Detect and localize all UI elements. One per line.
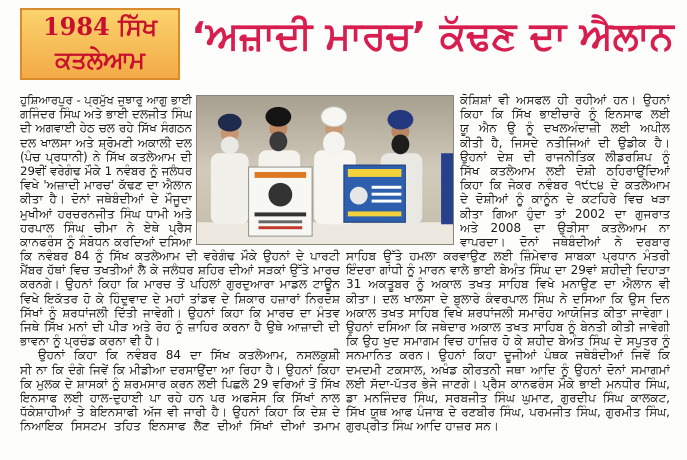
article-text-line: ਵਾਪਰਦਾ। ਦੋਨਾਂ ਜਥੇਬੰਦੀਆਂ ਨੇ ਦਰਬਾਰ (460, 234, 670, 249)
article-text-line: ਉਹਨਾਂ ਦਸਿਆ ਕਿ ਜਥੇਦਾਰ ਅਕਾਲ ਤਖਤ ਸਾਹਿਬ ਨੂੰ ਬੇਨਤੀ ਕੀਤੀ ਜਾਵੇਗੀ (346, 319, 670, 334)
article-text-line: ਇਨਸਾਫ ਲਈ ਹਾਲ-ਦੁਹਾਈ ਪਾ ਰਹੇ ਹਨ ਪਰ ਅਫਸੋਸ ਕਿ ਸਿੱਖਾਂ ਨਾਲ (20, 390, 340, 405)
article-text-line: ਗੁਰਪ੍ਰੀਤ ਸਿੰਘ ਆਦਿ ਹਾਜ਼ਰ ਸਨ। (346, 419, 499, 434)
article-text-line: ਕਿਹਾ ਕਿ ਜੇਕਰ ਨਵੰਬਰ ੧੯੮੪ ਦੇ ਕਤਲੇਆਮ (460, 178, 670, 193)
article-text-line: ਹੁਸ਼ਿਆਰਪੁਰ - ਪ੍ਰਮੁੱਖ ਜੁਝਾਰੂ ਆਗੂ ਭਾਈ (20, 93, 192, 107)
poster-left-text-bar (259, 226, 303, 229)
article-right-column-top (460, 93, 670, 249)
article-text-line: ਕੀਤੀ ਹੈ, ਜਿਸਦੇ ਨਤੀਜਿਆਂ ਦੀ ਉਡੀਕ ਹੈ। (460, 135, 670, 150)
poster-right-text-bar (372, 200, 402, 203)
person-5-partial (441, 153, 453, 224)
article-text-line: ਮੈਂਬਰ ਹੱਥਾਂ ਵਿਚ ਤਖਤੀਆਂ ਲੈ ਕੇ ਜਲੰਧਰ ਸ਼ਹਿਰ ਦੀਆਂ ਸੜਕਾਂ ਉੱਤੇ ਮਾਰਚ (20, 263, 340, 278)
article-text-line: ਯੂ ਐਨ ਉ ਨੂੰ ਦਖਲਅੰਦਾਜ਼ੀ ਲਈ ਅਪੀਲ (460, 121, 670, 136)
article-text-line: 29ਵੀਂ ਵਰੇਗੰਢ ਮੌਕੇ 1 ਨਵੰਬਰ ਨੂੰ ਜਲੰਧਰ (20, 163, 192, 178)
person-2-beard (269, 132, 287, 152)
article-text-line: ਅਤੇ 2008 ਦਾ ਉੜੀਸਾ ਕਤਲੇਆਮ ਨਾ (460, 220, 670, 235)
person-3-beard (323, 132, 345, 156)
article-text-line: ਸਿੱਖਾਂ ਨੂੰ ਸ਼ਰਧਾਂਜਲੀ ਦਿੱਤੀ ਜਾਵੇਗੀ। ਉਹਨਾਂ ਕਿਹਾ ਕਿ ਮਾਰਚ ਦਾ ਮੰਤਵ (20, 305, 340, 320)
article-text-line: ਮੁਖੀਆਂ ਹਰਚਰਨਜੀਤ ਸਿੰਘ ਧਾਮੀ ਅਤੇ (20, 206, 192, 221)
person-3-turban (321, 107, 347, 127)
article-text-line: ਕੀਤਾ ਹੈ। ਦੋਨਾਂ ਜਥੇਬੰਦੀਆਂ ਦੇ ਮੌਜੂਦਾ (20, 192, 192, 207)
article-text-line: ਅਕਾਲ ਤਖਤ ਸਾਹਿਬ ਵਿਖੇ ਸ਼ਰਧਾਂਜਲੀ ਸਮਾਰੋਹ ਆਯੋਜਿਤ ਕੀਤਾ ਜਾਵੇਗਾ। (346, 305, 670, 320)
article-text-line: ਸਿੱਖ ਕਤਲੇਆਮ ਲਈ ਦੋਸ਼ੀ ਠਹਿਰਾਉਂਦਿਆਂ (460, 163, 670, 178)
poster-right-text-bar (372, 186, 402, 189)
article-text-line: ਡਾ ਮਨਜਿੰਦਰ ਸਿੰਘ, ਸਰਬਜੀਤ ਸਿੰਘ ਘੁਮਾਣ, ਗੁਰਦੀਪ ਸਿੰਘ ਕਾਲਕਟ, (346, 390, 670, 405)
person-1-turban (218, 114, 242, 132)
person-2-turban (265, 107, 291, 127)
press-conference-photo-image (197, 96, 453, 244)
person-4-beard (391, 134, 409, 154)
article-text-line: ਵਿਖੇ ਇਕੱਤਰ ਹੋ ਕੇ ਹਿੰਦੂਵਾਦ ਦੇ ਮਹਾਂ ਤਾਂਡਵ ਦੇ ਸ਼ਿਕਾਰ ਹਜ਼ਾਰਾਂ ਨਿਰਦੋਸ਼ (20, 291, 340, 306)
article-text-line: (ਪੰਚ ਪ੍ਰਧਾਨੀ) ਨੇ ਸਿੱਖ ਕਤਲੇਆਮ ਦੀ (20, 149, 192, 164)
section-label-line1: 1984 ਸਿੱਖ (42, 12, 158, 41)
article-text-line: ਸੀ ਨਾ ਕਿ ਦੰਗੇ ਜਿਵੇਂ ਕਿ ਮੀਡੀਆ ਦਰਸਾਉਂਦਾ ਆ ਰਿਹਾ ਹੈ। ਉਹਨਾਂ ਕਿਹਾ (20, 362, 340, 377)
article-text-line: ਕਿਹਾ ਕਿ ਸਿੱਖ ਭਾਈਚਾਰੇ ਨੂੰ ਇਨਸਾਫ ਲਈ (460, 107, 670, 122)
article-text-line: ਵਿਖੇ 'ਅਜ਼ਾਦੀ ਮਾਰਚ' ਕੱਢਣ ਦਾ ਐਲਾਨ (20, 178, 192, 193)
article-text-line: ਉਹਨਾਂ ਦੇਸ਼ ਦੀ ਰਾਜਨੀਤਿਕ ਲੀਡਰਸ਼ਿਪ ਨੂੰ (460, 149, 670, 164)
article-text-line: ਜਿਥੇ ਸਿੱਖ ਮਨਾਂ ਦੀ ਪੀੜ ਅਤੇ ਰੋਹ ਨੂੰ ਜ਼ਾਹਿਰ ਕਰਨਾ ਹੈ ਉਥੇ ਆਜ਼ਾਦੀ ਦੀ (20, 319, 340, 334)
article-text-line: ਕਾਨਫਰੰਸ ਨੂੰ ਸੰਬੋਧਨ ਕਰਦਿਆਂ ਦਸਿਆ (20, 234, 192, 249)
article-text-line: ਗਜਿੰਦਰ ਸਿੰਘ ਅਤੇ ਭਾਈ ਦਲਜੀਤ ਸਿੰਘ (20, 107, 192, 122)
poster-right (344, 165, 406, 222)
poster-left-portrait (268, 183, 292, 207)
poster-right-heading-bar (348, 169, 402, 177)
article-text-line: ਹਰਪਾਲ ਸਿੰਘ ਚੀਮਾ ਨੇ ਏਥੇ ਪ੍ਰੈਸ (20, 220, 192, 235)
poster-left-heading-bar (255, 172, 307, 178)
person-4-turban (388, 110, 414, 130)
article-text-line: ਸਾਹਿਬ ਉੱਤੇ ਹਮਲਾ ਕਰਵਾਉਣ ਲਈ ਜ਼ਿੰਮੇਵਾਰ ਸਾਬਕਾ ਪ੍ਰਧਾਨ ਮੰਤਰੀ (346, 249, 670, 263)
article-text-line: ਕੋਸ਼ਿਸ਼ਾਂ ਵੀ ਅਸਫਲ ਹੀ ਰਹੀਆਂ ਹਨ। ਉਹਨਾਂ (460, 93, 670, 107)
person-1-beard (221, 136, 239, 154)
article-text-line: ਇੰਦਰਾ ਗਾਂਧੀ ਨੂੰ ਮਾਰਨ ਵਾਲੇ ਭਾਈ ਬੇਅੰਤ ਸਿੰਘ ਦਾ 29ਵਾਂ ਸ਼ਹੀਦੀ ਦਿਹਾੜਾ (346, 263, 670, 278)
photo-table (197, 222, 453, 244)
press-conference-photo (196, 95, 454, 245)
poster-left-text-bar (259, 220, 303, 223)
poster-left-text-bar (255, 212, 307, 216)
section-label-line2: ਕਤਲੇਆਮ (55, 45, 145, 74)
article-text-line: ਕਿ ਉਹ ਖੁਦ ਸਮਾਗਮ ਵਿਚ ਹਾਜ਼ਿਰ ਹੋ ਕੇ ਸ਼ਹੀਦ ਬੇਅੰਤ ਸਿੰਘ ਦੇ ਸਪੁਤਰ ਨੂੰ (346, 334, 670, 349)
article-text-line: ਨਿਆਇਕ ਸਿਸਟਮ ਤਹਿਤ ਇਨਸਾਫ ਲੈਣ ਦੀਆਂ ਸਿੱਖਾਂ ਦੀਆਂ ਤਮਾਮ (20, 419, 340, 434)
article-text-line: ਕੀਤਾ। ਦਲ ਖਾਲਸਾ ਦੇ ਬੁਲਾਰੇ ਕੰਵਰਪਾਲ ਸਿੰਘ ਨੇ ਦਸਿਆ ਕਿ ਉਸ ਦਿਨ (346, 291, 670, 306)
headline: ‘ਅਜ਼ਾਦੀ ਮਾਰਚ’ ਕੱਢਣ ਦਾ ਐਲਾਨ (191, 14, 674, 59)
article-text-line: 31 ਅਕਤੂਬਰ ਨੂੰ ਅਕਾਲ ਤਖਤ ਸਾਹਿਬ ਵਿਖੇ ਮਨਾਉਣ ਦਾ ਐਲਾਨ ਵੀ (346, 277, 670, 292)
article-text-line: ਕੀਤਾ ਗਿਆ ਹੁੰਦਾ ਤਾਂ 2002 ਦਾ ਗੁਜਰਾਤ (460, 206, 670, 221)
article-left-column-bottom (20, 249, 340, 433)
article-text-line: ਸਨਮਾਨਿਤ ਕਰਨ। ਉਹਨਾਂ ਕਿਹਾ ਦੂਜੀਆਂ ਪੰਥਕ ਜਥੇਬੰਦੀਆਂ ਜਿਵੇਂ ਕਿ (346, 348, 670, 363)
article-left-column-top (20, 93, 192, 249)
article-text-line: ਦਲ ਖਾਲਸਾ ਅਤੇ ਸ਼੍ਰੋਮਣੀ ਅਕਾਲੀ ਦਲ (20, 135, 192, 150)
article-text-line: ਸਿੱਖ ਯੂਥ ਆਫ ਪੰਜਾਬ ਦੇ ਰਣਬੀਰ ਸਿੰਘ, ਪਰਮਜੀਤ ਸਿੰਘ, ਗੁਰਮੀਤ ਸਿੰਘ, (346, 405, 670, 420)
article-text-line: ਭਾਵਨਾ ਨੂੰ ਪ੍ਰਚੰਡ ਕਰਨਾ ਵੀ ਹੈ। (20, 334, 161, 349)
article-text-line: ਉਹਨਾਂ ਕਿਹਾ ਕਿ ਨਵੰਬਰ 84 ਦਾ ਸਿੱਖ ਕਤਲੇਆਮ, ਨਸਲਕੁਸ਼ੀ (38, 348, 340, 363)
article-text-line: ਕਿ ਨਵੰਬਰ 84 ਨੂੰ ਸਿੱਖ ਕਤਲੇਆਮ ਦੀ ਵਰੇਗੰਢ ਮੌਕੇ ਉਹਨਾਂ ਦੇ ਪਾਰਟੀ (20, 249, 340, 263)
article-right-column-bottom (346, 249, 670, 433)
article-text-line: ਲਈ ਸੱਦਾ-ਪੱਤਰ ਭੇਜੇ ਜਾਣਗੇ। ਪ੍ਰੈਸ ਕਾਨਫਰੰਸ ਮੌਕੇ ਭਾਈ ਮਨਧੀਰ ਸਿੰਘ, (346, 376, 670, 391)
poster-right-portrait (350, 187, 368, 205)
poster-right-text-bar (372, 193, 402, 196)
article-text-line: ਧੱਕੇਸ਼ਾਹੀਆਂ ਤੇ ਬੇਇਨਸਾਫੀ ਅੱਜ ਵੀ ਜਾਰੀ ਹੈ। ਉਹਨਾਂ ਕਿਹਾ ਕਿ ਦੇਸ਼ ਦੇ (20, 405, 340, 420)
article-text-line: ਦੀ ਅਗਵਾਈ ਹੇਠ ਚਲ ਰਹੇ ਸਿੱਖ ਸੰਗਠਨ (20, 121, 192, 136)
article-text-line: ਦਮਦਮੀ ਟਕਸਾਲ, ਅਖੰਡ ਕੀਰਤਨੀ ਜਥਾ ਆਦਿ ਨੂੰ ਉਹਨਾਂ ਦੋਨਾਂ ਸਮਾਗਮਾਂ (346, 362, 670, 377)
article-text-line: ਕਰਨਗੇ। ਉਹਨਾਂ ਕਿਹਾ ਕਿ ਮਾਰਚ ਤੋਂ ਪਹਿਲਾਂ ਗੁਰਦੁਆਰਾ ਮਾਡਲ ਟਾਊਨ (20, 277, 340, 292)
poster-left (249, 167, 313, 236)
poster-right-text-bar (348, 211, 402, 216)
person-1-body (211, 153, 249, 224)
article-text-line: ਕਿ ਮੁਲਕ ਦੇ ਸ਼ਾਸਕਾਂ ਨੂੰ ਸ਼ਰਮਸਾਰ ਕਰਨ ਲਈ ਪਿਛਲੇ 29 ਵਰਿਆਂ ਤੋਂ ਸਿੱਖ (20, 376, 340, 391)
article-text-line: ਦੇ ਦੋਸ਼ੀਆਂ ਨੂੰ ਕਾਨੂੰਨ ਦੇ ਕਟਹਿਰੇ ਵਿਚ ਖੜਾ (460, 192, 670, 207)
section-label-box (20, 8, 180, 80)
